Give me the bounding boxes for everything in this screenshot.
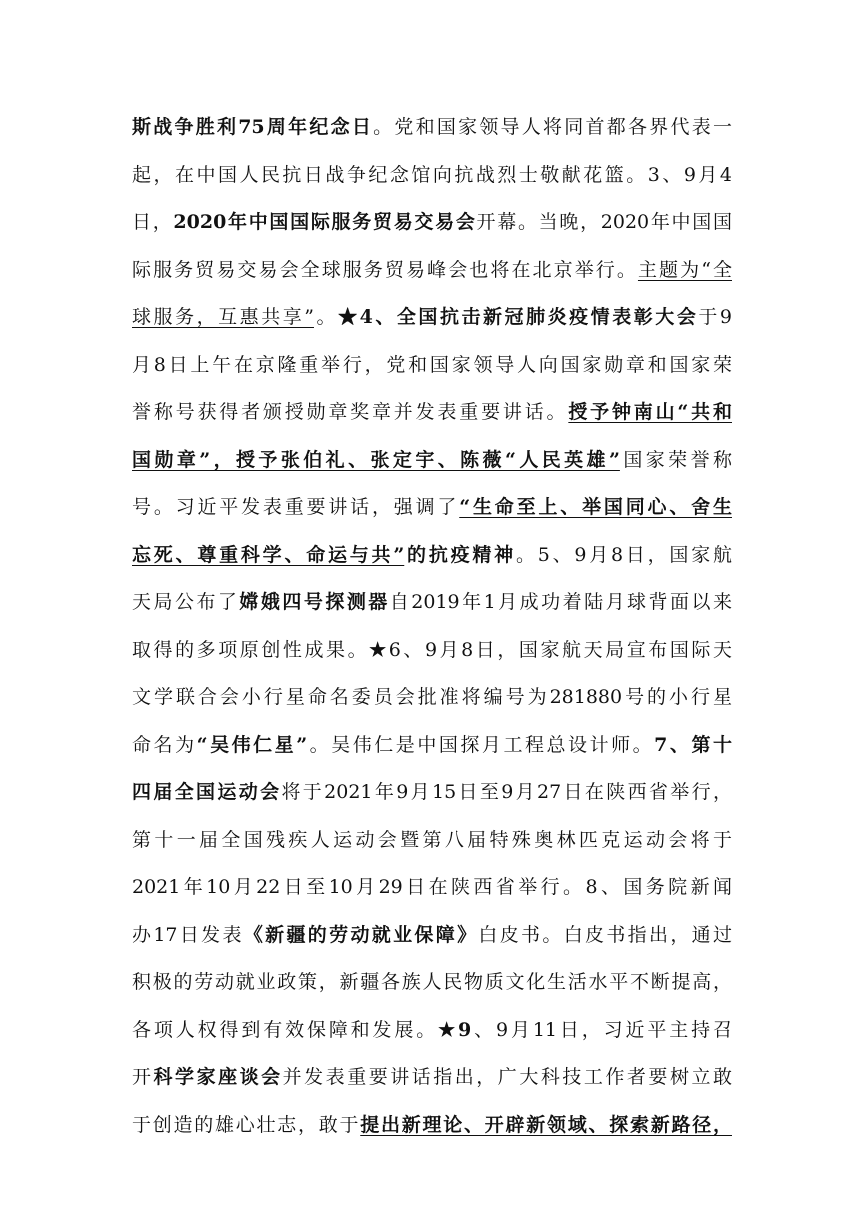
text-run: 。 [313,306,339,328]
text-line [132,965,732,999]
bold-text: 7、第十 [654,733,732,756]
bold-text: 嫦娥四号探测器 [239,591,390,613]
text-line [132,443,732,477]
text-run: 、9月11日，习近平主持召 [471,1018,732,1041]
text-line [132,870,732,904]
text-run: 6、9月8日，国家航天局宣布国际天 [388,638,732,661]
text-run: 誉称号获得者颁授勋章奖章并发表重要讲话。 [132,401,569,423]
text-line [132,728,732,762]
text-run: 自2019年1月成功着陆月球背面以来 [389,591,732,613]
text-line [132,300,732,334]
text-run: 第十一届全国残疾人运动会暨第八届特殊奥林匹克运动会将于 [132,828,732,851]
text-run: 取得的多项原创性成果。 [132,638,370,661]
text-run: 办17日发表 [132,923,244,946]
text-line [132,680,732,714]
bold-underlined-text: 提出新理论、开辟新领域、探索新路径， [360,1113,732,1136]
text-line [132,1060,732,1094]
text-run: 起，在中国人民抗日战争纪念馆向抗战烈士敬献花篮。3、9月4 [132,163,732,186]
text-run: 于9 [698,306,732,328]
bold-text: ★9 [438,1018,472,1041]
bold-text: 《新疆的劳动就业保障》 [243,923,479,946]
text-run: 月8日上午在京隆重举行，党和国家领导人向国家勋章和国家荣 [132,353,732,376]
text-run: 天局公布了 [132,591,240,613]
text-run: 号。习近平发表重要讲话，强调了 [132,496,460,518]
bold-text: 科学家座谈会 [153,1066,283,1088]
bold-text: 斯战争胜利75周年纪念日 [132,116,374,138]
text-line [132,395,732,429]
text-run: 将于2021年9月15日至9月27日在陕西省举行， [281,781,732,803]
underlined-text: 球服务，互惠共享” [132,306,314,328]
text-run: 2021年10月22日至10月29日在陕西省举行。8、国务院新闻 [132,876,732,898]
text-run: 并发表重要讲话指出，广大科技工作者要树立敢 [282,1066,732,1088]
text-run: 际服务贸易交易会全球服务贸易峰会也将在北京举行。 [132,258,638,281]
text-run: 。吴伟仁是中国探月工程总设计师。 [307,733,655,756]
text-run: 开幕。当晚，2020年中国国 [476,211,732,233]
bold-text: 2020年中国国际服务贸易交易会 [173,211,477,233]
text-run: 于创造的雄心壮志，敢于 [132,1113,361,1136]
text-line [132,205,732,239]
text-line [132,538,732,572]
text-run: 积极的劳动就业政策，新疆各族人民物质文化生活水平不断提高， [132,971,732,993]
text-line [132,348,732,382]
text-run: 开 [132,1066,154,1088]
bold-underlined-text: 国勋章”，授予张伯礼、张定宇、陈薇“人民英雄” [132,448,620,471]
text-run: 。党和国家领导人将同首都各界代表一 [373,116,732,138]
text-run: 文学联合会小行星命名委员会批准将编号为281880号的小行星 [132,686,732,708]
text-line [132,585,732,619]
text-line [132,823,732,857]
bold-underlined-text: 忘死、尊重科学、命运与共” [132,543,405,566]
text-line [132,633,732,667]
text-line [132,490,732,524]
bold-text: 四届全国运动会 [132,781,282,803]
text-run: 各项人权得到有效保障和发展。 [132,1018,439,1041]
text-line [132,110,732,144]
text-run: 日， [132,211,174,233]
bold-text: ★4、全国抗击新冠肺炎疫情表彰大会 [338,306,699,328]
text-run: 国家荣誉称 [619,448,732,471]
text-line [132,158,732,192]
underlined-text: 主题为“全 [637,258,732,281]
bold-text: “吴伟仁星” [196,733,308,756]
text-line [132,253,732,287]
text-line [132,1108,732,1142]
bold-text: ★ [369,638,389,661]
text-run: 命名为 [132,733,197,756]
text-run: 。5、9月8日，国家航 [515,543,732,566]
text-line [132,775,732,809]
text-line [132,1013,732,1047]
text-run: 白皮书。白皮书指出，通过 [478,923,732,946]
text-line [132,918,732,952]
bold-underlined-text: “生命至上、举国同心、舍生 [459,496,732,518]
bold-underlined-text: 授予钟南山“共和 [568,401,732,423]
bold-text: 的抗疫精神 [404,543,516,566]
